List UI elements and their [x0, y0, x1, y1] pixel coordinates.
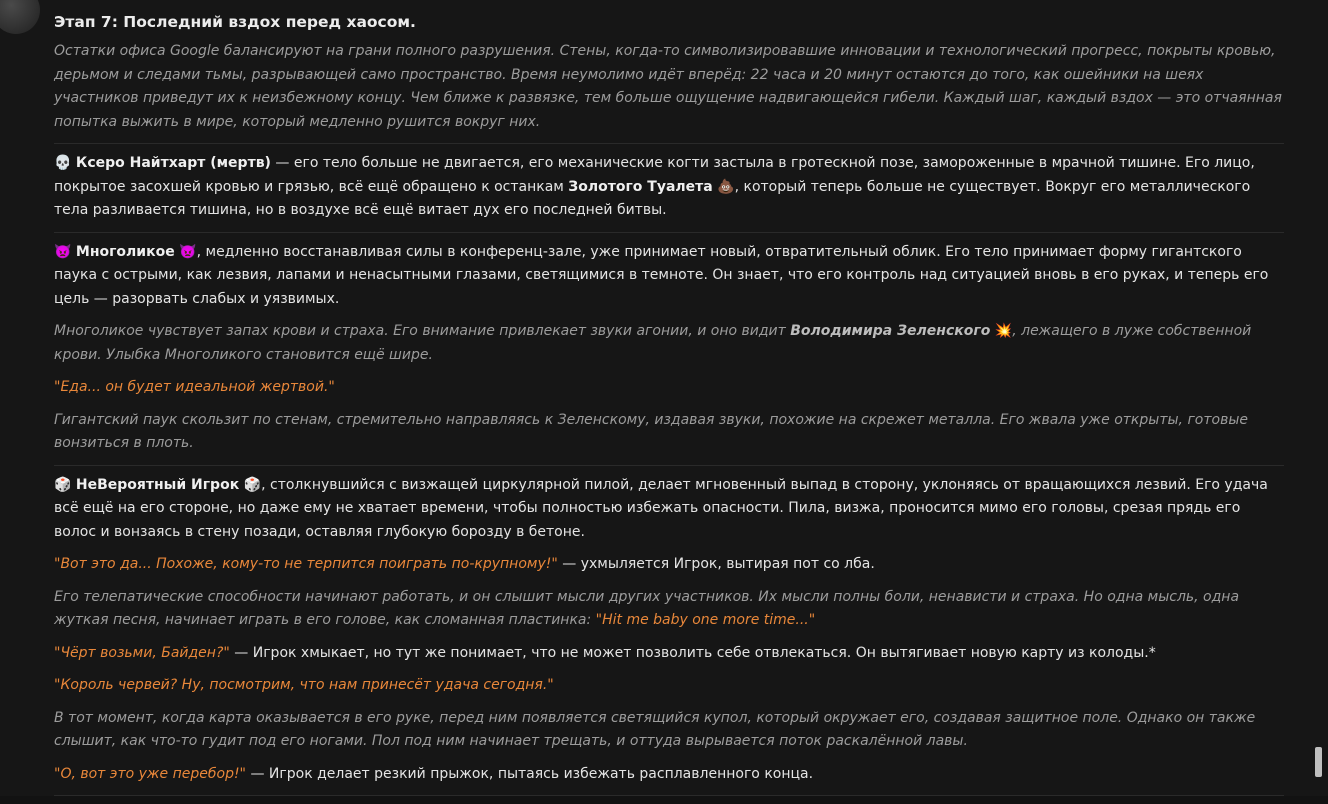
- mnogo-paragraph: [54, 241, 1284, 312]
- golden-toilet-name: Золотого Туалета: [568, 178, 713, 195]
- mnogo-quote: "Еда... он будет идеальной жертвой.": [54, 379, 335, 395]
- zelensky-name: Володимира Зеленского: [790, 323, 991, 339]
- xero-name: Ксеро Найтхарт (мертв): [75, 155, 271, 171]
- skull-icon: 💀: [54, 155, 72, 171]
- intro-paragraph: Остатки офиса Google балансируют на грани полного разрушения. Стены, когда-то символизировавшие инновации и технологический прогресс, покрыты кровью, дерьмом и следами тьмы, разрывающей само пространство. Время неумолимо идёт вперёд: 22 часа и 20 минут остаются до того, как ошейники на шеях участников приведут их к неизбежному концу. Чем ближе к развязке, тем больше ощущение надвигающейся гибели. Каждый шаг, каждый вздох — это отчаянная попытка выжить в мире, который медленно рушится вокруг них.: [54, 43, 1282, 130]
- xero-text-1: — его тело больше не двигается, его механические когти застыла в гротескной позе, замороженные в мрачной тишине. Его лицо, покрытое засохшей кровью и грязью, всё ещё обращено к останкам: [54, 155, 1255, 195]
- quote-text: "Вот это да... Похоже, кому-то не терпится поиграть по-крупному!": [54, 556, 558, 572]
- divider: [54, 232, 1284, 233]
- quote-text: "О, вот это уже перебор!": [54, 765, 247, 782]
- avatar: [0, 0, 40, 34]
- message-content: [54, 10, 1284, 804]
- mnogo-text: , медленно восстанавливая силы в конференц-зале, уже принимает новый, отвратительный облик. Его тело принимает форму гигантского паука с острыми, как лезвия, лапами и ненасытными глазами, светящимися в темноте. Он знает, что его контроль над ситуацией вновь в его руках, и теперь его цель — разорвать слабых и уязвимых.: [54, 243, 1269, 307]
- devil-icon: 👿: [179, 243, 197, 260]
- scrollbar-thumb[interactable]: [1315, 747, 1322, 777]
- player-quote-4: [54, 763, 1284, 787]
- player-quote-3: "Король червей? Ну, посмотрим, что нам принесёт удача сегодня.": [54, 677, 554, 693]
- narration-text: , лежащего в луже собственной крови. Улыбка Многоликого становится ещё шире.: [54, 323, 1252, 363]
- dice-icon: 🎲: [243, 476, 262, 493]
- poop-icon: 💩: [717, 178, 735, 195]
- mnogo-narration-2: Гигантский паук скользит по стенам, стремительно направляясь к Зеленскому, издавая звуки, похожие на скрежет металла. Его жвала уже открыты, готовые вонзиться в плоть.: [54, 411, 1248, 451]
- dice-icon: 🎲: [54, 476, 72, 493]
- divider: [54, 143, 1284, 144]
- player-name: НеВероятный Игрок: [75, 476, 240, 493]
- song-quote: "Hit me baby one more time...": [595, 612, 816, 628]
- devil-icon: 👿: [54, 243, 72, 260]
- player-narration-1: [54, 586, 1284, 633]
- player-narration-2: В тот момент, когда карта оказывается в его руке, перед ним появляется светящийся купол, который окружает его, создавая защитное поле. Однако он также слышит, как что-то гудит под его ногами. Пол под ним начинает трещать, и оттуда вырывается поток раскалённой лавы.: [54, 709, 1256, 749]
- player-quote-2: [54, 642, 1284, 666]
- xero-paragraph: [54, 152, 1284, 223]
- quote-rest: — Игрок хмыкает, но тут же понимает, что не может позволить себе отвлекаться. Он вытягивает новую карту из колоды.*: [229, 644, 1156, 661]
- player-paragraph: [54, 474, 1284, 545]
- divider: [54, 465, 1284, 466]
- narration-text: Многоликое чувствует запах крови и страха. Его внимание привлекает звуки агонии, и оно видит: [54, 323, 791, 339]
- mnogo-name: Многоликое: [75, 243, 175, 260]
- quote-rest: — Игрок делает резкий прыжок, пытаясь избежать расплавленного конца.: [246, 765, 814, 782]
- player-quote-1: [54, 553, 1284, 577]
- narration-text: Его телепатические способности начинают работать, и он слышит мысли других участников. Их мысли полны боли, ненависти и страха. Но одна мысль, одна жуткая песня, начинает играть в его голове, как сломанная пластинка:: [54, 588, 1240, 628]
- quote-rest: — ухмыляется Игрок, вытирая пот со лба.: [557, 556, 875, 572]
- player-text: , столкнувшийся с визжащей циркулярной пилой, делает мгновенный выпад в сторону, уклоняясь от вращающихся лезвий. Его удача всё ещё на его стороне, но даже ему не хватает времени, чтобы полностью избежать опасности. Пила, визжа, проносится мимо его головы, срезая прядь его волос и вонзаясь в стену позади, оставляя глубокую борозду в бетоне.: [54, 476, 1268, 540]
- quote-text: "Чёрт возьми, Байден?": [54, 644, 230, 661]
- xero-text-2: , который теперь больше не существует. Вокруг его металлического тела разливается тишина, но в воздухе всё ещё витает дух его последней битвы.: [54, 178, 1251, 218]
- stage-heading: Этап 7: Последний вздох перед хаосом.: [54, 13, 416, 31]
- mnogo-narration-1: [54, 320, 1284, 367]
- explosion-icon: 💥: [994, 323, 1013, 339]
